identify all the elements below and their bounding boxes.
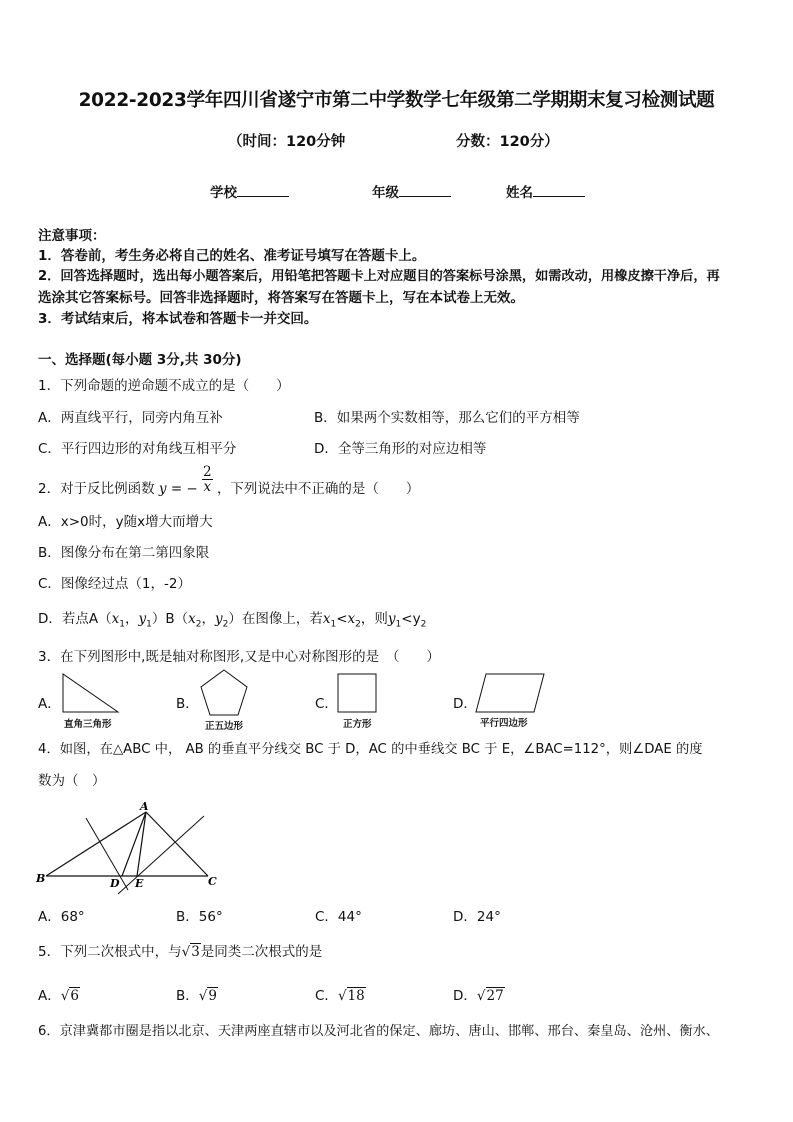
perp-bisector-ab: [86, 818, 128, 890]
q2-d-s8: 2: [420, 619, 427, 630]
q3-stem: 3．在下列图形中,既是轴对称图形,又是中心对称图形的是 （ ）: [38, 649, 440, 665]
q1-option-a: A．两直线平行，同旁内角互补: [38, 410, 223, 426]
q3-a-caption: 直角三角形: [64, 719, 112, 730]
grade-field: [372, 181, 451, 201]
q3-c-caption: 正方形: [343, 719, 372, 730]
q2-d-c1: ，: [125, 611, 139, 627]
q3-b-caption: 正五边形: [205, 721, 244, 732]
q1-option-b: B．如果两个实数相等，那么它们的平方相等: [314, 410, 580, 426]
q2-d-x3: x: [322, 611, 331, 627]
q5-a-rad: 6: [70, 988, 79, 1004]
q5-c-label: C．: [315, 988, 338, 1004]
point-b-label: B: [36, 872, 46, 885]
q2-d-x2: x: [188, 611, 196, 627]
school-label: 学校: [210, 185, 237, 201]
sqrt-symbol: √: [337, 988, 347, 1004]
sqrt-symbol: √: [198, 988, 208, 1004]
q2-d-mid: ）B（: [151, 611, 189, 627]
q2-d-s5: 1: [330, 619, 337, 630]
sqrt-symbol: √: [181, 944, 191, 960]
q2-option-d: [38, 607, 426, 630]
q6-stem: 6．京津冀都市圈是指以北京、天津两座直辖市以及河北省的保定、廊坊、唐山、邯郸、邢台、秦皇岛、沧州、衡水、: [38, 1024, 719, 1039]
q2-d-x4: x: [347, 611, 356, 627]
right-triangle-figure: [60, 672, 122, 714]
q2-stem-pre: 2．对于反比例函数: [38, 480, 155, 497]
q3-option-c: C．: [315, 696, 338, 712]
q5-c-rad: 18: [347, 988, 365, 1004]
q3-d-caption: 平行四边形: [480, 718, 528, 729]
q2-func-eq: = −: [170, 480, 198, 497]
pentagon-figure: [198, 668, 250, 718]
q5-option-b: [176, 984, 218, 1004]
q3-option-a: A．: [38, 696, 61, 712]
q2-d-x1: x: [111, 611, 120, 627]
grade-blank: [399, 184, 451, 197]
score-label: 分数：120分）: [456, 134, 559, 150]
note-line-2b: 选涂其它答案标号。回答非选择题时，将答案写在答题卡上，写在本试卷上无效。: [38, 290, 524, 306]
q2-option-a: A．x>0时，y随x增大而增大: [38, 514, 213, 530]
q2-d-lt2: <y: [401, 611, 421, 627]
q1-stem: 1．下列命题的逆命题不成立的是（ ）: [38, 378, 290, 394]
q2-stem: [38, 466, 419, 500]
q2-d-s4: 2: [222, 619, 229, 630]
point-e-label: E: [135, 877, 144, 890]
name-blank: [533, 184, 585, 197]
q5-option-c: [315, 984, 366, 1004]
q2-option-c: C．图像经过点（1，-2）: [38, 576, 191, 592]
parallelogram-figure: [474, 672, 546, 714]
square-shape: [338, 674, 376, 712]
q3-option-b: B．: [176, 696, 199, 712]
point-d-label: D: [110, 877, 120, 890]
q5-b-rad: 9: [208, 988, 217, 1004]
q2-func-y: y: [158, 480, 167, 497]
segment-ad: [122, 812, 146, 876]
q2-func-num: 2: [203, 464, 212, 480]
side-ab: [46, 812, 146, 876]
q2-d-y3: y: [387, 611, 396, 627]
q4-stem-line2: 数为（ ）: [38, 773, 106, 789]
q5-stem: [38, 940, 322, 960]
q5-option-a: [38, 984, 80, 1004]
q5-b-label: B．: [176, 988, 199, 1004]
q2-d-lt: <: [336, 611, 348, 627]
q2-d-s3: 2: [195, 619, 202, 630]
q5-d-rad: 27: [486, 988, 504, 1004]
q5-option-d: [453, 984, 505, 1004]
q2-option-b: B．图像分布在第二第四象限: [38, 545, 210, 561]
q1-option-c: C．平行四边形的对角线互相平分: [38, 441, 237, 457]
q5-stem-rad: 3: [191, 944, 200, 960]
section-heading: 一、选择题(每小题 3分,共 30分): [38, 352, 242, 368]
school-blank: [237, 184, 289, 197]
q2-d-pre: D．若点A（: [38, 611, 112, 627]
sqrt-symbol: √: [60, 988, 70, 1004]
q2-d-mid3: ，则: [360, 611, 388, 627]
q2-d-s6: 2: [355, 619, 361, 630]
q4-option-d: D．24°: [453, 909, 501, 925]
school-field: [210, 181, 289, 201]
q3-option-d: D．: [453, 696, 477, 712]
triangle-figure: [34, 792, 224, 900]
q2-d-mid2: ）在图像上，若: [228, 611, 323, 627]
q2-d-s2: 1: [146, 619, 152, 630]
point-a-label: A: [140, 800, 149, 813]
q2-d-s7: 1: [395, 619, 402, 630]
sqrt-symbol: √: [476, 988, 486, 1004]
q2-d-c2: ，: [201, 611, 215, 627]
segment-ae: [137, 812, 146, 876]
note-line-2a: 2．回答选择题时，选出每小题答案后，用铅笔把答题卡上对应题目的答案标号涂黑，如需改动，用橡皮擦干净后，再: [38, 269, 720, 284]
q4-option-c: C．44°: [315, 909, 362, 925]
exam-title: 2022-2023学年四川省遂宁市第二中学数学七年级第二学期期末复习检测试题: [78, 90, 715, 111]
point-c-label: C: [208, 875, 217, 888]
name-label: 姓名: [506, 185, 533, 201]
q4-option-a: A．68°: [38, 909, 85, 925]
name-field: [506, 181, 585, 201]
q2-stem-post: ，下列说法中不正确的是（ ）: [216, 480, 420, 497]
note-line-3: 3．考试结束后，将本试卷和答题卡一并交回。: [38, 311, 318, 327]
pentagon-shape: [201, 670, 247, 715]
q5-a-label: A．: [38, 988, 61, 1004]
square-figure: [337, 673, 379, 715]
q1-option-d: D．全等三角形的对应边相等: [314, 441, 487, 457]
q4-option-b: B．56°: [176, 909, 223, 925]
q2-d-s1: 1: [119, 619, 125, 630]
q5-stem-post: 是同类二次根式的是: [200, 944, 323, 960]
q2-d-y2: y: [215, 611, 223, 627]
q5-stem-pre: 5．下列二次根式中，与: [38, 944, 182, 960]
q2-fraction: [202, 465, 213, 494]
parallelogram-shape: [476, 674, 544, 712]
grade-label: 年级: [372, 185, 399, 201]
q2-func-den: x: [203, 479, 212, 495]
time-label: （时间：120分钟: [228, 134, 346, 150]
q2-d-y1: y: [138, 611, 147, 627]
side-ac: [146, 812, 208, 876]
q5-d-label: D．: [453, 988, 477, 1004]
q4-stem-line1: 4．如图，在△ABC 中， AB 的垂直平分线交 BC 于 D，AC 的中垂线交 BC 于 E，∠BAC=112°，则∠DAE 的度: [38, 742, 703, 757]
notes-heading: 注意事项：: [38, 228, 106, 244]
right-triangle-shape: [63, 674, 118, 712]
note-line-1: 1．答卷前，考生务必将自己的姓名、准考证号填写在答题卡上。: [38, 248, 426, 264]
